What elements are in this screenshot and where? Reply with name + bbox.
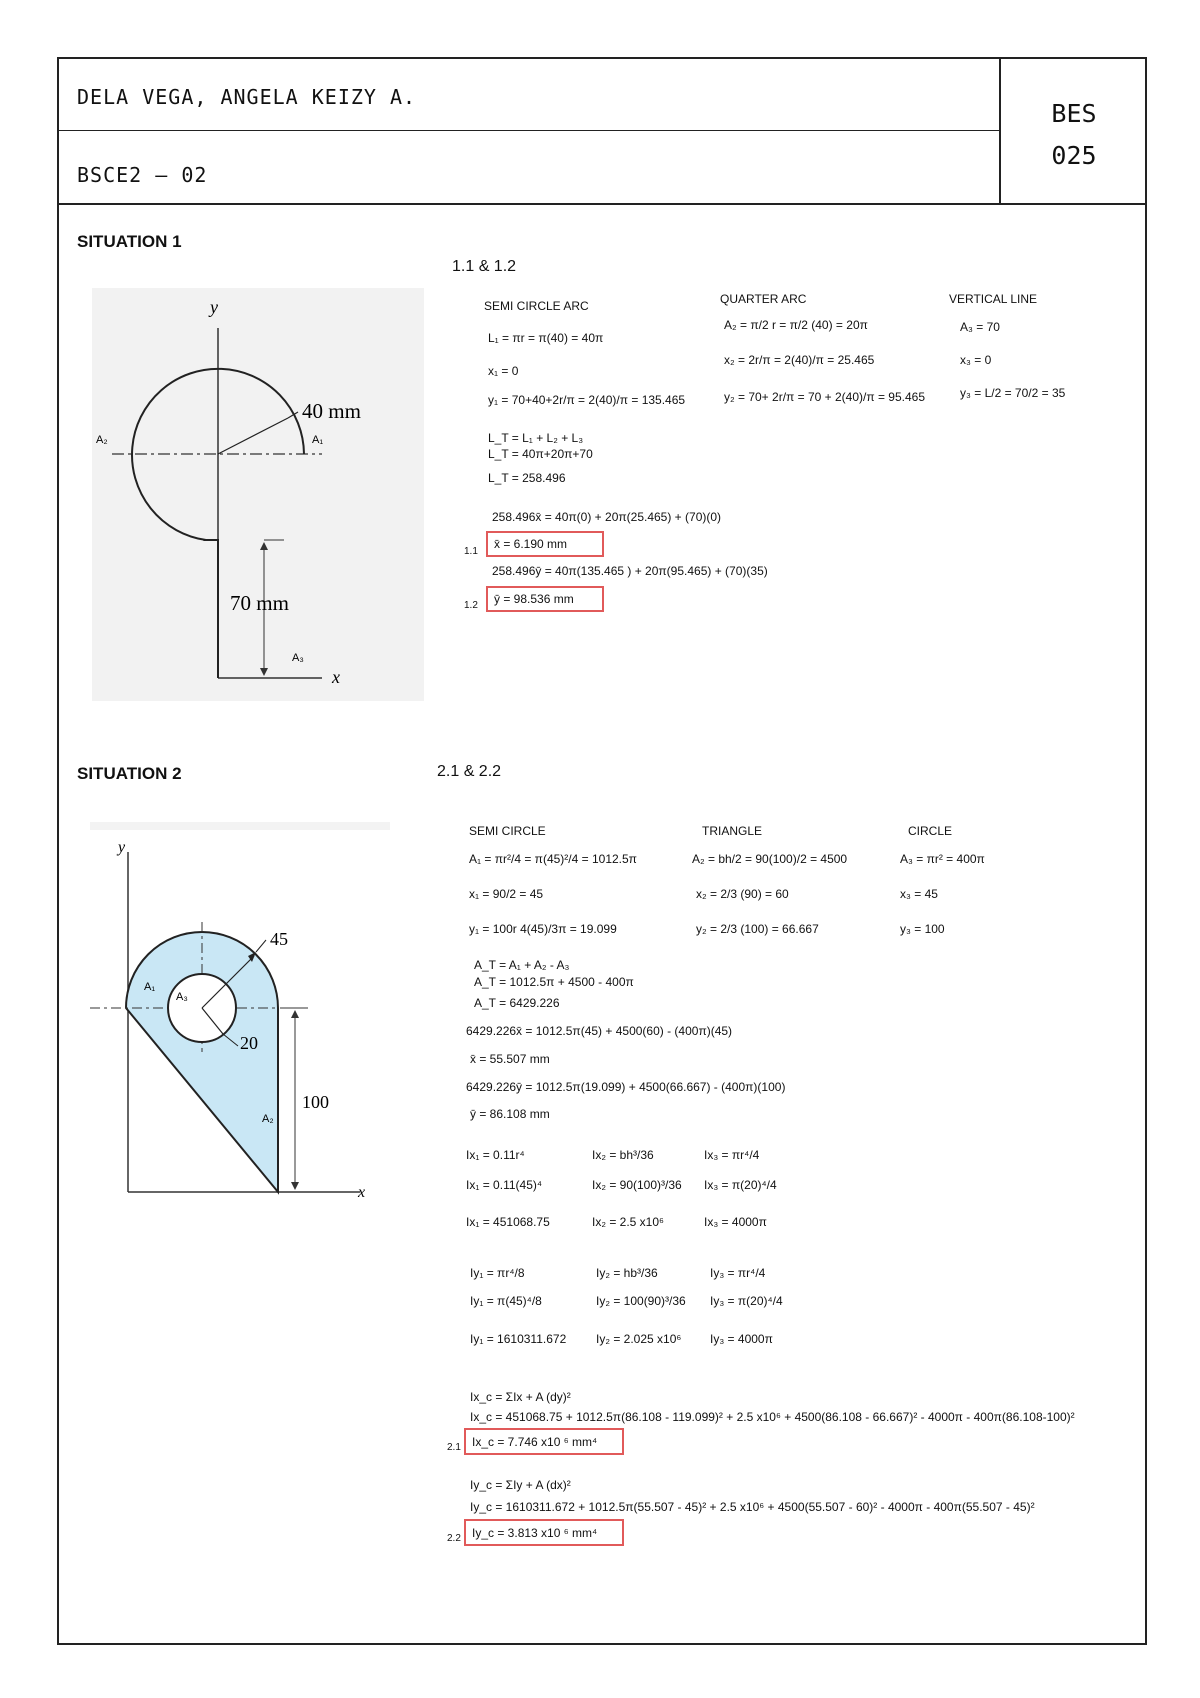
s1-answer-x: x̄ = 6.190 mm: [494, 537, 568, 551]
s2-ix-5: Ix₂ = 2.5 x10⁶: [592, 1215, 664, 1229]
s1-col1-4: L_T = L₁ + L₂ + L₃: [488, 431, 584, 445]
s2-iyc-answer: Iy_c = 3.813 x10 ⁶ mm⁴: [472, 1526, 598, 1540]
a3-label: A₃: [292, 652, 304, 664]
s1-col3-1: A₃ = 70: [960, 320, 1000, 334]
s2-iy-7: Iy₃ = π(20)⁴/4: [710, 1294, 783, 1308]
s1-col1-1: L₁ = πr = π(40) = 40π: [488, 331, 604, 345]
s2-col1-3: y₁ = 100r 4(45)/3π = 19.099: [469, 922, 617, 936]
s1-col2-0: QUARTER ARC: [720, 292, 807, 306]
situation-2-subtitle: 2.1 & 2.2: [437, 763, 502, 780]
s2-iyc-1: Iy_c = 1610311.672 + 1012.5π(55.507 - 45)² + 2.5 x10⁶ + 4500(55.507 - 60)² - 4000π - 400π(55.507 - 45)²: [470, 1500, 1035, 1514]
s2-ix-6: Ix₃ = πr⁴/4: [704, 1148, 760, 1162]
course-cell: [1001, 59, 1147, 205]
y-label: y: [118, 839, 126, 856]
s1-col2-2: x₂ = 2r/π = 2(40)/π = 25.465: [724, 353, 875, 367]
dim-100-label: 100: [302, 1092, 329, 1112]
s1-col1-5: L_T = 40π+20π+70: [488, 447, 593, 461]
s1-col2-1: A₂ = π/2 r = π/2 (40) = 20π: [724, 318, 868, 332]
s2-ix-1: Ix₁ = 0.11(45)⁴: [466, 1178, 543, 1192]
course-code-2: 025: [1051, 141, 1097, 170]
s2-iy-3: Iy₂ = hb³/36: [596, 1266, 658, 1280]
s2-ix-7: Ix₃ = π(20)⁴/4: [704, 1178, 777, 1192]
s2-ix-4: Ix₂ = 90(100)³/36: [592, 1178, 682, 1192]
s2-ixc-answer: Ix_c = 7.746 x10 ⁶ mm⁴: [472, 1435, 598, 1449]
a1-label: A₁: [144, 981, 156, 993]
s2-col1-0: SEMI CIRCLE: [469, 824, 546, 838]
s2-ix-0: Ix₁ = 0.11r⁴: [466, 1148, 525, 1162]
x-label: x: [358, 1184, 366, 1201]
x-label: x: [332, 667, 340, 687]
s1-col1-2: x₁ = 0: [488, 364, 519, 378]
a2-label: A₂: [262, 1113, 274, 1125]
s2-iy-4: Iy₂ = 100(90)³/36: [596, 1294, 686, 1308]
s2-col1-2: x₁ = 90/2 = 45: [469, 887, 544, 901]
dim-70-label: 70 mm: [230, 591, 289, 615]
s2-ix-3: Ix₂ = bh³/36: [592, 1148, 654, 1162]
s1-label-12: 1.2: [464, 600, 478, 611]
dim-20-label: 20: [240, 1033, 258, 1053]
dim-40-label: 40 mm: [302, 399, 361, 423]
s2-cent-0: 6429.226x̄ = 1012.5π(45) + 4500(60) - (400π)(45): [466, 1024, 733, 1038]
situation-1-figure: [92, 288, 424, 701]
situation-2-figure: [90, 822, 390, 1202]
student-section: BSCE2 – 02: [77, 163, 208, 187]
s1-col1-6: L_T = 258.496: [488, 471, 566, 485]
s2-ix-8: Ix₃ = 4000π: [704, 1215, 767, 1229]
s2-col3-3: y₃ = 100: [900, 922, 945, 936]
s1-col1-0: SEMI CIRCLE ARC: [484, 299, 589, 313]
s2-col3-2: x₃ = 45: [900, 887, 938, 901]
s2-col2-2: x₂ = 2/3 (90) = 60: [696, 887, 789, 901]
s2-ix-2: Ix₁ = 451068.75: [466, 1215, 550, 1229]
s2-cent-3: ȳ = 86.108 mm: [470, 1107, 550, 1121]
s2-label-22: 2.2: [447, 1533, 461, 1544]
section-cell: [59, 131, 1001, 205]
s2-area-1: A_T = 1012.5π + 4500 - 400π: [474, 975, 634, 989]
s1-col3-0: VERTICAL LINE: [949, 292, 1038, 306]
dim-45-label: 45: [270, 929, 288, 949]
s2-area-2: A_T = 6429.226: [474, 996, 560, 1010]
s2-area-0: A_T = A₁ + A₂ - A₃: [474, 958, 570, 972]
s2-label-21: 2.1: [447, 1442, 461, 1453]
s2-col3-1: A₃ = πr² = 400π: [900, 852, 985, 866]
s2-iy-5: Iy₂ = 2.025 x10⁶: [596, 1332, 682, 1346]
s2-iy-0: Iy₁ = πr⁴/8: [470, 1266, 525, 1280]
s1-col2-3: y₂ = 70+ 2r/π = 70 + 2(40)/π = 95.465: [724, 390, 926, 404]
s2-col2-3: y₂ = 2/3 (100) = 66.667: [696, 922, 819, 936]
s1-answer-y: ȳ = 98.536 mm: [494, 592, 574, 606]
s1-col3-3: y₃ = L/2 = 70/2 = 35: [960, 386, 1066, 400]
s1-col3-2: x₃ = 0: [960, 353, 992, 367]
situation-2-title: SITUATION 2: [77, 764, 182, 783]
s2-col2-0: TRIANGLE: [702, 824, 763, 838]
s1-eq-y: 258.496ȳ = 40π(135.465 ) + 20π(95.465) + (70)(35): [492, 564, 768, 578]
s2-cent-1: x̄ = 55.507 mm: [470, 1052, 550, 1066]
course-code-1: BES: [1051, 99, 1097, 128]
s2-ixc-0: Ix_c = ΣIx + A (dy)²: [470, 1390, 571, 1404]
situation-1-title: SITUATION 1: [77, 232, 182, 251]
a3-label: A₃: [176, 991, 188, 1003]
s2-iy-6: Iy₃ = πr⁴/4: [710, 1266, 766, 1280]
name-cell: [59, 59, 1001, 131]
s2-col1-1: A₁ = πr²/4 = π(45)²/4 = 1012.5π: [469, 852, 637, 866]
s2-iy-8: Iy₃ = 4000π: [710, 1332, 773, 1346]
s2-iyc-0: Iy_c = ΣIy + A (dx)²: [470, 1478, 571, 1492]
situation-1-subtitle: 1.1 & 1.2: [452, 258, 517, 275]
s1-label-11: 1.1: [464, 546, 478, 557]
s2-col3-0: CIRCLE: [908, 824, 953, 838]
a2-label: A₂: [96, 434, 108, 446]
s2-ixc-1: Ix_c = 451068.75 + 1012.5π(86.108 - 119.099)² + 2.5 x10⁶ + 4500(86.108 - 66.667)² - 4000π - 400π(86.108-100)²: [470, 1410, 1075, 1424]
s2-cent-2: 6429.226ȳ = 1012.5π(19.099) + 4500(66.667) - (400π)(100): [466, 1080, 786, 1094]
y-label: y: [210, 297, 218, 317]
s2-iy-1: Iy₁ = π(45)⁴/8: [470, 1294, 542, 1308]
student-name: DELA VEGA, ANGELA KEIZY A.: [77, 85, 417, 109]
s1-eq-x: 258.496x̄ = 40π(0) + 20π(25.465) + (70)(0): [492, 510, 722, 524]
s1-col1-3: y₁ = 70+40+2r/π = 2(40)/π = 135.465: [488, 393, 686, 407]
s2-iy-2: Iy₁ = 1610311.672: [470, 1332, 567, 1346]
s2-col2-1: A₂ = bh/2 = 90(100)/2 = 4500: [692, 852, 848, 866]
a1-label: A₁: [312, 434, 324, 446]
